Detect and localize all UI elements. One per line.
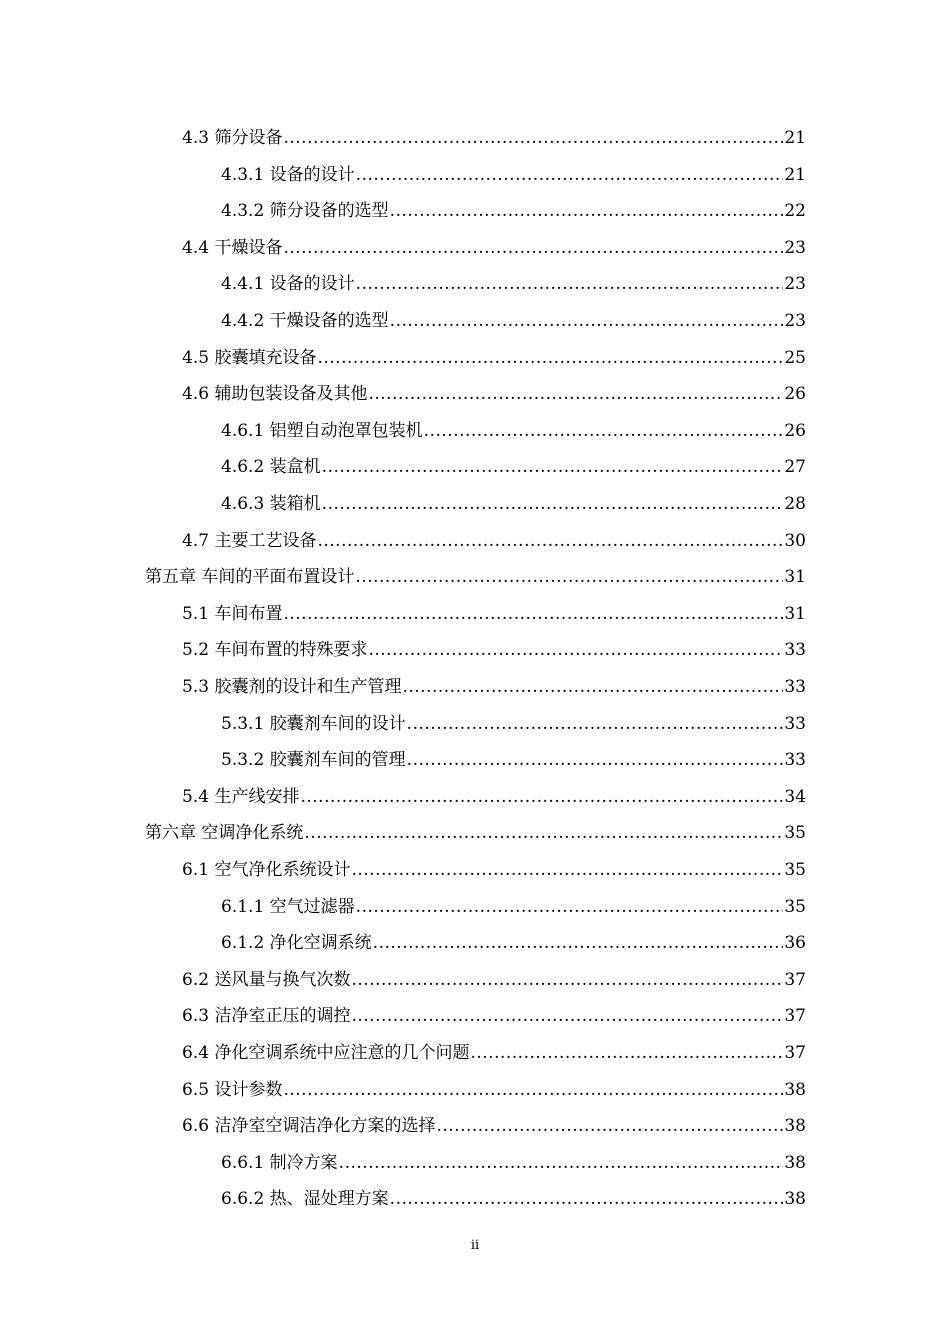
dot-leader — [424, 413, 784, 449]
toc-entry[interactable] — [182, 852, 806, 888]
dot-leader — [356, 266, 784, 302]
dot-leader — [373, 925, 784, 961]
toc-entry[interactable] — [182, 1035, 806, 1071]
dot-leader — [368, 632, 783, 668]
toc-entry-page: 37 — [784, 1006, 806, 1027]
toc-entry-title: 6.6.1 制冷方案 — [221, 1152, 338, 1173]
toc-entry[interactable] — [221, 449, 806, 485]
toc-entry-page: 36 — [784, 933, 806, 954]
toc-entry[interactable] — [221, 742, 806, 778]
toc-entry-page: 35 — [784, 823, 806, 844]
toc-entry-title: 4.3.2 筛分设备的选型 — [221, 201, 389, 222]
toc-entry[interactable] — [221, 1145, 806, 1181]
toc-entry-title: 4.7 主要工艺设备 — [182, 530, 317, 551]
dot-leader — [351, 962, 783, 998]
dot-leader — [300, 779, 783, 815]
toc-entry-title: 4.6.2 装盒机 — [221, 457, 321, 478]
toc-entry-page: 26 — [784, 384, 806, 405]
toc-entry-title: 4.4.1 设备的设计 — [221, 274, 355, 295]
dot-leader — [283, 230, 783, 266]
dot-leader — [356, 157, 784, 193]
toc-entry-title: 第六章 空调净化系统 — [145, 823, 304, 844]
toc-entry-title: 6.1.1 空气过滤器 — [221, 896, 355, 917]
toc-entry-page: 33 — [784, 640, 806, 661]
toc-entry-title: 4.4 干燥设备 — [182, 237, 283, 258]
toc-entry-title: 5.3.2 胶囊剂车间的管理 — [221, 750, 406, 771]
toc-entry-title: 5.3 胶囊剂的设计和生产管理 — [182, 677, 402, 697]
toc-entry-title: 6.6 洁净室空调洁净化方案的选择 — [182, 1116, 436, 1137]
dot-leader — [390, 1181, 784, 1217]
toc-entry-title: 5.3.1 胶囊剂车间的设计 — [221, 713, 406, 734]
toc-entry-title: 4.4.2 干燥设备的选型 — [221, 311, 389, 331]
toc-entry-title: 4.5 胶囊填充设备 — [182, 347, 317, 368]
toc-entry[interactable] — [182, 340, 806, 376]
toc-entry-title: 6.2 送风量与换气次数 — [182, 969, 351, 990]
toc-entry[interactable] — [221, 266, 806, 302]
toc-entry[interactable] — [221, 706, 806, 742]
toc-entry[interactable] — [221, 486, 806, 522]
dot-leader — [339, 1145, 784, 1181]
toc-entry-title: 4.6 辅助包装设备及其他 — [182, 384, 368, 405]
toc-entry-page: 38 — [784, 1189, 806, 1210]
dot-leader — [351, 852, 783, 888]
toc-entry-page: 25 — [784, 347, 806, 368]
toc-entry[interactable] — [182, 523, 806, 559]
toc-entry-title: 第五章 车间的平面布置设计 — [145, 567, 355, 588]
toc-entry[interactable] — [182, 596, 806, 632]
toc-entry-page: 33 — [784, 713, 806, 734]
toc-entry[interactable] — [182, 1072, 806, 1108]
toc-entry-page: 27 — [784, 457, 806, 478]
toc-entry-page: 30 — [784, 530, 806, 551]
toc-entry[interactable] — [221, 157, 806, 193]
toc-entry-title: 6.1 空气净化系统设计 — [182, 860, 351, 880]
toc-entry-page: 35 — [784, 860, 806, 880]
dot-leader — [355, 559, 783, 595]
toc-entry[interactable] — [221, 193, 806, 229]
toc-entry-page: 23 — [784, 311, 806, 331]
toc-entry-page: 33 — [784, 750, 806, 771]
toc-entry-page: 31 — [784, 567, 806, 588]
toc-entry[interactable] — [221, 889, 806, 925]
toc-entry-page: 33 — [784, 677, 806, 697]
toc-entry[interactable] — [182, 779, 806, 815]
toc-entry[interactable] — [145, 815, 806, 851]
dot-leader — [283, 1072, 783, 1108]
toc-entry[interactable] — [145, 559, 806, 595]
toc-entry[interactable] — [182, 376, 806, 412]
dot-leader — [470, 1035, 783, 1071]
dot-leader — [317, 523, 783, 559]
toc-entry[interactable] — [182, 998, 806, 1034]
toc-entry-title: 5.2 车间布置的特殊要求 — [182, 640, 368, 661]
dot-leader — [390, 303, 784, 339]
dot-leader — [317, 340, 783, 376]
toc-entry-page: 38 — [784, 1116, 806, 1137]
toc-entry-title: 5.4 生产线安排 — [182, 786, 300, 807]
toc-entry-title: 4.6.3 装箱机 — [221, 494, 321, 514]
toc-entry-title: 6.6.2 热、湿处理方案 — [221, 1189, 389, 1210]
dot-leader — [402, 669, 783, 705]
toc-entry-title: 4.3.1 设备的设计 — [221, 164, 355, 185]
toc-entry-page: 26 — [784, 420, 806, 441]
dot-leader — [283, 596, 783, 632]
dot-leader — [390, 193, 784, 229]
toc-entry[interactable] — [221, 413, 806, 449]
dot-leader — [351, 998, 783, 1034]
dot-leader — [283, 120, 783, 156]
toc-entry[interactable] — [221, 925, 806, 961]
dot-leader — [356, 889, 784, 925]
dot-leader — [407, 742, 784, 778]
toc-entry-title: 5.1 车间布置 — [182, 603, 283, 624]
toc-entry[interactable] — [182, 230, 806, 266]
toc-entry-page: 21 — [784, 164, 806, 185]
toc-entry-title: 4.6.1 铝塑自动泡罩包装机 — [221, 420, 423, 441]
toc-entry-page: 23 — [784, 237, 806, 258]
toc-entry[interactable] — [182, 1108, 806, 1144]
toc-entry-page: 37 — [784, 969, 806, 990]
page-number: ii — [470, 1238, 480, 1253]
toc-entry[interactable] — [182, 669, 806, 705]
dot-leader — [304, 815, 783, 851]
toc-entry-page: 31 — [784, 603, 806, 624]
toc-entry-page: 38 — [784, 1079, 806, 1100]
dot-leader — [436, 1108, 783, 1144]
dot-leader — [322, 486, 784, 522]
toc-entry-page: 37 — [784, 1043, 806, 1063]
toc-entry-title: 6.1.2 净化空调系统 — [221, 933, 372, 954]
toc-entry[interactable] — [182, 962, 806, 998]
toc-entry-title: 6.5 设计参数 — [182, 1079, 283, 1100]
toc-entry-page: 34 — [784, 786, 806, 807]
toc-entry-page: 38 — [784, 1152, 806, 1173]
toc-entry-page: 28 — [784, 494, 806, 514]
toc-entry[interactable] — [182, 632, 806, 668]
toc-entry-page: 22 — [784, 201, 806, 222]
toc-entry-title: 4.3 筛分设备 — [182, 128, 283, 148]
toc-entry-page: 23 — [784, 274, 806, 295]
toc-entry[interactable] — [182, 120, 806, 156]
dot-leader — [322, 449, 784, 485]
toc-entry-title: 6.4 净化空调系统中应注意的几个问题 — [182, 1043, 470, 1063]
dot-leader — [407, 706, 784, 742]
dot-leader — [368, 376, 783, 412]
toc-entry[interactable] — [221, 303, 806, 339]
toc-entry-title: 6.3 洁净室正压的调控 — [182, 1006, 351, 1027]
toc-entry[interactable] — [221, 1181, 806, 1217]
toc-entry-page: 35 — [784, 896, 806, 917]
toc-entry-page: 21 — [784, 128, 806, 148]
